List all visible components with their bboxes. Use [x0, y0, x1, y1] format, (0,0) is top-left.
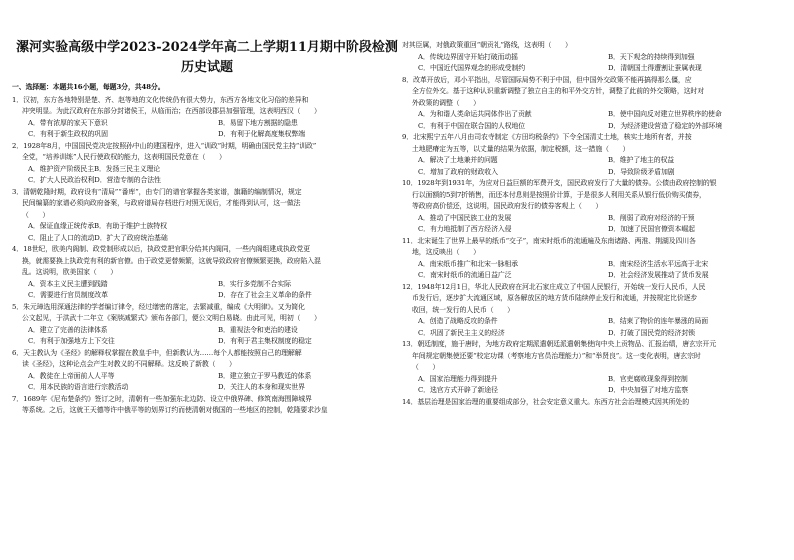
answer-option: D．有利于君主集权制度的稳定 — [218, 337, 312, 345]
question-text-line: 读《圣经》，这种论点会产生对教义的不同解释。这反映了新教（ ） — [22, 360, 236, 368]
answer-option: C．中国近代国界观念的形成受制约 — [418, 64, 526, 72]
answer-option: D．存在了社会主义革命的条件 — [218, 291, 312, 299]
question-text-line: 冲突明显。为此汉政府在东部分封诸侯王，从临而治；在西部设郡县加强管理，这表明西汉（ ） — [22, 107, 321, 115]
question-text-line: 8．改革开放后，邓小平指出，尽管国际局势不利于中国，但中国外交政策不能再搞得那么僵，应 — [402, 75, 692, 84]
question-block — [12, 348, 402, 394]
question-block — [12, 302, 402, 348]
answer-option: D．打破了国民党的经济封锁 — [608, 328, 695, 337]
answer-option: A．教徒在上帝面前人人平等 — [28, 371, 115, 380]
answer-option: A．维护资产阶级民主B．发扬三民主义理论 — [28, 164, 161, 173]
question-text-line: 14．基层治理是国家治理的重要组成部分，社会安定意义重大。东西方社会治理模式因其所处的 — [402, 397, 689, 406]
answer-options — [12, 164, 402, 187]
answer-option: A．建立了完善的法律体系 — [28, 325, 108, 334]
answer-option — [218, 221, 402, 233]
answer-option: C．巩固了新民主主义的经济 — [418, 328, 505, 337]
answer-option: C．南宋时纸币的流通日益广泛 — [418, 271, 512, 279]
question-list-right — [402, 40, 792, 408]
question-text-line: 11．北宋诞生了世界上最早的纸币“交子”，南宋时纸币的流通遍及东南诸路、两淮、荆湖及四川各 — [402, 236, 696, 245]
answer-option: C．选官方式开辟了新途径 — [418, 386, 498, 394]
answer-option: D．中央加强了对地方监察 — [608, 386, 689, 394]
answer-option: A．资本主义民主遭到践踏 — [28, 279, 108, 288]
answer-options — [402, 155, 792, 178]
question-block — [12, 187, 402, 245]
answer-option: C．增加了政府的财政收入 — [418, 167, 498, 176]
question-block — [402, 178, 792, 236]
question-text-line: 1．汉初，东方各地特别是楚、齐、赵等地的文化传统仍有很大势力，东西方各地文化习俗的差异和 — [12, 95, 309, 104]
question-block — [12, 394, 402, 417]
answer-option: B．南宋经济生活水平远高于北宋 — [608, 259, 709, 268]
question-text-line: 币发行后，逐步扩大流通区域，原各解放区的地方货币陆续停止发行和流通，并按规定比价逐步 — [412, 294, 698, 302]
question-text-line: 5．朱元璋选用深通法律的学者编订律令，经过缮密的落定，去繁减重，编成《大明律》。又为简化 — [12, 302, 305, 311]
question-text-line: 全方位外交。基于这种认识重新调整了独立自主的和平外交方针，调整了此前的外交策略，这时对 — [412, 87, 704, 95]
answer-option: D．加速了民国官僚资本崛起 — [608, 225, 695, 233]
answer-option: A．解决了土地兼并的问题 — [418, 156, 498, 164]
answer-options — [402, 52, 792, 75]
answer-option: B．实行多党制不合实际 — [218, 279, 291, 288]
question-text-line: 土地肥瘠定为五等，以丈量的结果为依据，制定税额，这一措施（ ） — [412, 144, 630, 153]
left-column — [12, 0, 402, 560]
answer-options — [402, 316, 792, 339]
question-block — [402, 397, 792, 409]
answer-option: A．为和谐人类命运共同体作出了贡献 — [418, 110, 532, 118]
question-block — [12, 141, 402, 187]
question-text-line: 行以面额的5到7折销售，而还本付息则是按照价计算，于是很多人利用关系从银行低价购买债券， — [412, 190, 706, 199]
question-text-line: 民间编纂的家谱必须向政府备案，与政府谱局存档进行对照无误后，才能得到认可，这一做法 — [22, 199, 301, 207]
answer-option: A．带有浓厚的家天下意识 — [28, 118, 108, 127]
question-block — [402, 339, 792, 397]
question-text-line: 收回，统一发行的人民币（ ） — [412, 305, 514, 314]
question-text-line: 年间规定朝集使还要“校定功课（考察地方官员治理能力）”和“举贤良”。这一变化表明，唐玄宗时 — [412, 351, 701, 360]
answer-option: C．扩大人民政治权利D．营造专制的合法性 — [28, 176, 161, 184]
answer-options — [402, 109, 792, 132]
answer-option: B．重视法令和吏治的建设 — [218, 325, 298, 334]
question-text-line: 等系统。之后，这就王天德等许中俄平等的划界订约而使清朝对俄国的一些地区的控制，乾隆要求沙皇 — [22, 406, 328, 414]
question-block — [12, 244, 402, 302]
question-text-line: 3．清朝乾隆时期，政府设有“清局”“番库”，由专门的谱官掌握各类家谱，旗籍的编制情况，规定 — [12, 187, 302, 196]
answer-option: D．社会经济发展推动了货币发展 — [608, 271, 709, 279]
answer-option: B．建立独立于罗马教廷的体系 — [218, 371, 312, 380]
answer-options — [402, 259, 792, 282]
answer-option: D．关注人的本身和现实世界 — [218, 383, 305, 391]
question-block — [12, 95, 402, 141]
question-list-left — [12, 95, 402, 417]
question-block — [402, 282, 792, 340]
answer-option: A．国家治理能力得到提升 — [418, 374, 498, 383]
answer-option: A．南宋纸币推广和北宋一脉相承 — [418, 259, 518, 268]
question-text-line: 10．1928年到1931年，为应对日益巨额的军费开支，国民政府发行了大量的债券。公债由政府控制的银 — [402, 179, 717, 187]
question-text-line: 6．天主教认为《圣经》的解释权掌握在教皇手中，但新教认为……每个人都能按照自己的理解解 — [12, 348, 302, 357]
question-text-line: 等政府高价偿还，这说明，国民政府发行的债券客观上（ ） — [412, 202, 603, 210]
answer-option: B．易留下地方割据的隐患 — [218, 118, 298, 127]
answer-option: C．阻止了人口的流动D．扩大了政府统治基础 — [28, 233, 168, 242]
answer-option: B．结束了物价的连年暴涨的局面 — [608, 317, 709, 325]
question-text-line: 12．1948年12月1日，华北人民政府在河北石家庄成立了中国人民银行，开始统一发行人民币，人民 — [402, 282, 706, 291]
answer-options — [12, 279, 402, 302]
question-block — [402, 236, 792, 282]
answer-option: A．创造了战略反攻的条件 — [418, 317, 498, 325]
answer-options — [12, 325, 402, 348]
question-text-line: 全党，“培养训练”人民行使政权的能力，这表明国民党意在（ ） — [22, 153, 226, 161]
question-text-line: 7．1689年《尼布楚条约》签订之时，清朝有一些加强东北边防、设立中俄界碑、修筑南海围障城界 — [12, 394, 312, 403]
answer-option: B．维护了地主的权益 — [608, 156, 675, 164]
answer-option: D．清朝国土得遭割让蚕属表现 — [608, 64, 702, 72]
question-text-line: 13．朝廷制度，施于唐时，为地方政府定期派遣朝廷派遣朝集使向中央上贡物品、汇报治绩，唐玄宗开元 — [402, 340, 717, 348]
answer-option: A．保证血缘正统传承B．有助于维护士族特权 — [28, 222, 167, 230]
question-block — [402, 75, 792, 133]
answer-options — [12, 221, 402, 244]
question-text-line: （ ） — [22, 210, 50, 219]
question-text-line: 2．1928年8月，中国国民党决定按照孙中山的建国程序，进入“训政”时期，明确由国民党主持“训政” — [12, 141, 317, 150]
question-block — [402, 132, 792, 178]
answer-option — [218, 175, 402, 187]
answer-option: C．需要进行官员制度改革 — [28, 291, 108, 299]
answer-option: C．有利于中国在联合国的人权地位 — [418, 121, 526, 130]
answer-options — [402, 213, 792, 236]
answer-option: D．为经济建设营造了稳定的外部环境 — [608, 121, 723, 130]
answer-option — [218, 164, 402, 176]
answer-options — [12, 371, 402, 394]
question-text-line: 9．北宋熙宁五年八月由司农寺制定《方田均税条约》下令全国清丈土地，核实土地所有者，并按 — [402, 133, 692, 141]
answer-options — [12, 118, 402, 141]
answer-option: A．推动了中国民族工业的发展 — [418, 213, 512, 222]
answer-option: B．削弱了政府对经济的干预 — [608, 213, 695, 222]
question-text-line: 换，就需要换上执政党有利的新官僚。由于政党更替频繁，这就导致政府官僚频繁更换，政府陷入混 — [22, 256, 321, 265]
exam-title: 漯河实验高级中学2023-2024学年高二上学期11月期中阶段检测 — [16, 40, 398, 55]
question-text-line: 地，这反映出（ ） — [412, 248, 480, 256]
answer-options — [402, 374, 792, 397]
answer-option — [218, 233, 402, 245]
exam-subtitle: 历史试题 — [180, 60, 233, 75]
answer-option: C．有利于加强地方上下交往 — [28, 337, 115, 345]
right-column — [402, 0, 792, 560]
question-text-line: 公文起见，于洪武十二年立《案牍减繁式》颁布各部门，便公文明白易晓。由此可见，明初（ ） — [22, 314, 321, 322]
answer-option: C．有力地抵制了西方经济入侵 — [418, 225, 512, 233]
answer-option: C．用本民族的语言进行宗教活动 — [28, 383, 129, 391]
section-heading: 一、选择题：本题共16小题，每题3分，共48分。 — [12, 83, 165, 91]
question-text-line: 乱。这说明，欧美国家（ ） — [22, 268, 118, 276]
answer-option: D．有利于化解高度集权弊端 — [218, 130, 305, 138]
answer-option: C．有利于新生政权的巩固 — [28, 130, 108, 138]
question-text-line: 4．18世纪，欧美内阁制、政党制形成以后，执政党把官职分给其内阁同，一些内阁组建成执政党更 — [12, 245, 311, 253]
answer-option: B．天下观念的持续得到加强 — [608, 52, 695, 61]
answer-option: B．使中国向反对建立世界秩序的使命 — [608, 110, 722, 118]
answer-option: B．官吏腐败现象得到控制 — [608, 374, 688, 383]
answer-option: A．传统边界固守开始打破而动摇 — [418, 52, 518, 61]
question-block — [402, 40, 792, 75]
question-text-line: 对其臣属，对俄政策重回“朝贡礼”路线，这表明（ ） — [402, 41, 572, 49]
question-text-line: （ ） — [412, 363, 440, 371]
question-text-line: 外政策的调整（ ） — [412, 98, 480, 107]
answer-option: D．导致阶级矛盾加剧 — [608, 167, 675, 176]
